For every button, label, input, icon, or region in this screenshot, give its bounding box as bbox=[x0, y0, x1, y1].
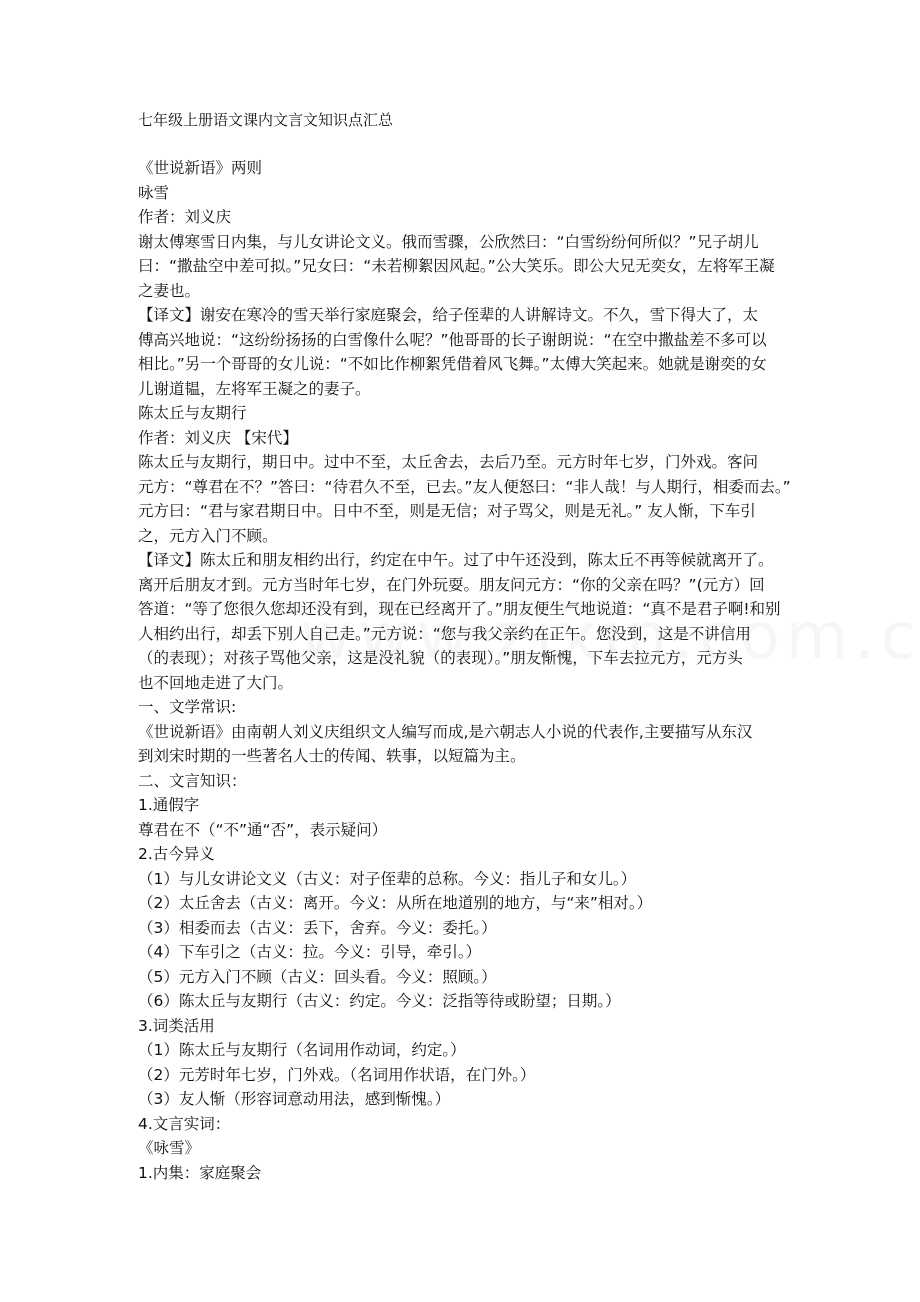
text-line: （3）相委而去（古义：丢下，舍弃。今义：委托。） bbox=[138, 918, 497, 937]
text-line: （1）陈太丘与友期行（名词用作动词，约定。） bbox=[138, 1041, 466, 1059]
text-line: 元方曰：“君与家君期日中。日中不至，则是无信；对子骂父，则是无礼。” 友人惭，下车引 bbox=[138, 502, 756, 520]
text-line: 曰：“撒盐空中差可拟。”兄女曰：“未若柳絮因风起。”公大笑乐。即公大兄无奕女，左将军王凝 bbox=[138, 257, 775, 275]
text-line: 到刘宋时期的一些著名人士的传闻、轶事，以短篇为主。 bbox=[138, 747, 526, 765]
text-line: 【译文】陈太丘和朋友相约出行，约定在中午。过了中午还没到，陈太丘不再等候就离开了。 bbox=[138, 551, 774, 569]
document-body bbox=[138, 156, 791, 1185]
text-line: （2）元芳时年七岁，门外戏。（名词用作状语，在门外。） bbox=[138, 1065, 536, 1084]
text-line: 作者：刘义庆 bbox=[138, 208, 232, 226]
text-line: 《咏雪》 bbox=[138, 1139, 201, 1157]
text-line: 4.文言实词： bbox=[138, 1114, 231, 1133]
text-line: 也不回地走进了大门。 bbox=[138, 673, 294, 692]
document-title: 七年级上册语文课内文言文知识点汇总 bbox=[138, 111, 394, 129]
text-line: （2）太丘舍去（古义：离开。今义：从所在地道别的地方，与“来”相对。） bbox=[138, 894, 653, 912]
text-line: 3.词类活用 bbox=[138, 1016, 215, 1035]
text-line: 《世说新语》两则 bbox=[138, 159, 263, 177]
document-page bbox=[138, 108, 791, 1185]
text-line: 傅高兴地说：“这纷纷扬扬的白雪像什么呢？”他哥哥的长子谢朗说：“在空中撒盐差不多可以 bbox=[138, 330, 767, 349]
text-line: 尊君在不（“不”通“否”，表示疑问） bbox=[138, 820, 388, 839]
text-line: 作者：刘义庆 【宋代】 bbox=[138, 428, 298, 447]
text-line: （5）元方入门不顾（古义：回头看。今义：照顾。） bbox=[138, 967, 497, 986]
text-line: 《世说新语》由南朝人刘义庆组织文人编写而成,是六朝志人小说的代表作,主要描写从东汉 bbox=[138, 722, 753, 741]
text-line: 二、文言知识： bbox=[138, 771, 247, 790]
text-line: 人相约出行，却丢下别人自己走。”元方说：“您与我父亲约在正午。您没到，这是不讲信用 bbox=[138, 624, 751, 643]
text-line: （6）陈太丘与友期行（古义：约定。今义：泛指等待或盼望；日期。） bbox=[138, 992, 621, 1010]
text-line: 离开后朋友才到。元方当时年七岁，在门外玩耍。朋友问元方：“你的父亲在吗？”(元方）回 bbox=[138, 575, 765, 594]
text-line: 相比。”另一个哥哥的女儿说：“不如比作柳絮凭借着风飞舞。”太傅大笑起来。她就是谢奕的女 bbox=[138, 355, 767, 373]
text-line: 元方：“尊君在不？”答曰：“待君久不至，已去。”友人便怒曰：“非人哉！与人期行，相委而去。” bbox=[138, 477, 791, 496]
text-line: （4）下车引之（古义：拉。今义：引导，牵引。） bbox=[138, 943, 482, 961]
text-line: 陈太丘与友期行，期日中。过中不至，太丘舍去，去后乃至。元方时年七岁，门外戏。客问 bbox=[138, 453, 759, 471]
text-line: 一、文学常识: bbox=[138, 698, 237, 716]
text-line: 1.通假字 bbox=[138, 796, 200, 814]
text-line: 【译文】谢安在寒冷的雪天举行家庭聚会，给子侄辈的人讲解诗文。不久，雪下得大了，太 bbox=[138, 306, 759, 324]
text-line: 之妻也。 bbox=[138, 281, 201, 300]
text-line: （的表现）；对孩子骂他父亲，这是没礼貌（的表现）。”朋友惭愧，下车去拉元方，元方头 bbox=[138, 649, 743, 667]
text-line: （3）友人惭（形容词意动用法，感到惭愧。） bbox=[138, 1090, 451, 1108]
text-line: 1.内集：家庭聚会 bbox=[138, 1163, 262, 1182]
text-line: 答道：“等了您很久您却还没有到，现在已经离开了。”朋友便生气地说道：“真不是君子啊!和别 bbox=[138, 600, 781, 618]
text-line: 谢太傅寒雪日内集，与儿女讲论文义。俄而雪骤，公欣然曰：“白雪纷纷何所似？”兄子胡儿 bbox=[138, 232, 759, 251]
text-line: 之，元方入门不顾。 bbox=[138, 526, 278, 545]
text-line: 咏雪 bbox=[138, 183, 170, 202]
text-line: 2.古今异义 bbox=[138, 845, 215, 863]
text-line: 儿谢道韫，左将军王凝之的妻子。 bbox=[138, 379, 371, 398]
text-line: 陈太丘与友期行 bbox=[138, 404, 247, 422]
text-line: （1）与儿女讲论文义（古义：对子侄辈的总称。今义：指儿子和女儿。） bbox=[138, 869, 637, 888]
